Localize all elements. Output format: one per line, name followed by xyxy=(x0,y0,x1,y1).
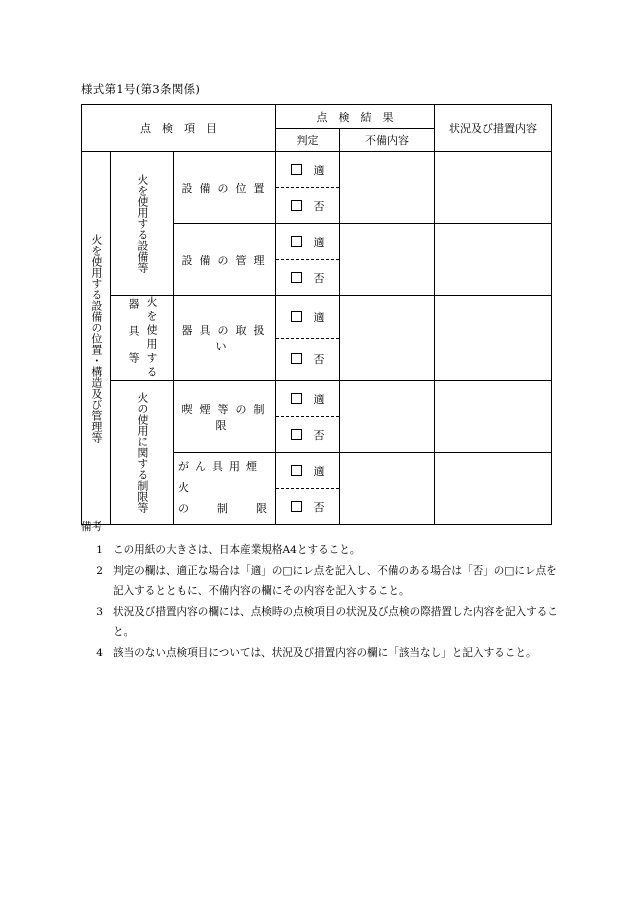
judgment-ok-cell[interactable]: 適 xyxy=(276,224,340,260)
judgment-ng-cell[interactable]: 否 xyxy=(276,260,340,296)
checkbox-icon[interactable] xyxy=(291,272,302,283)
defect-cell[interactable] xyxy=(340,296,435,381)
header-status: 状況及び措置内容 xyxy=(435,105,552,152)
judgment-ng-cell[interactable]: 否 xyxy=(276,188,340,224)
item-toy-fireworks-restriction: がん具用煙火 の 制 限 xyxy=(174,453,276,525)
remarks-section xyxy=(81,519,561,663)
judgment-ok-cell[interactable]: 適 xyxy=(276,296,340,339)
checkbox-icon[interactable] xyxy=(291,429,302,440)
judgment-ng-cell[interactable]: 否 xyxy=(276,338,340,381)
judgment-ok-cell[interactable]: 適 xyxy=(276,453,340,489)
checkbox-icon[interactable] xyxy=(291,465,302,476)
judgment-ng-cell[interactable]: 否 xyxy=(276,489,340,525)
remark-note: 3 状況及び措置内容の欄には、点検時の点検項目の状況及び点検の際措置した内容を記入すること。 xyxy=(96,605,558,638)
defect-cell[interactable] xyxy=(340,453,435,525)
category-equipment: 火を使用する設備等 xyxy=(111,152,174,296)
checkbox-icon[interactable] xyxy=(291,353,302,364)
checkbox-icon[interactable] xyxy=(291,164,302,175)
group-label: 火を使用する設備の位置・構造及び管理等 xyxy=(82,152,111,525)
defect-cell[interactable] xyxy=(340,152,435,224)
remark-note: 4 該当のない点検項目については、状況及び措置内容の欄に「該当なし」と記入すること。 xyxy=(96,646,537,659)
status-cell[interactable] xyxy=(435,381,552,453)
status-cell[interactable] xyxy=(435,224,552,296)
item-appliance-handling: 器具の取扱い xyxy=(174,296,276,381)
header-judgment: 判定 xyxy=(276,129,340,152)
header-result: 点 検 結 果 xyxy=(276,105,435,129)
status-cell[interactable] xyxy=(435,453,552,525)
checkbox-icon[interactable] xyxy=(291,236,302,247)
inspection-table xyxy=(81,104,552,525)
checkbox-icon[interactable] xyxy=(291,393,302,404)
judgment-ng-cell[interactable]: 否 xyxy=(276,417,340,453)
category-fire-use-restrictions: 火の使用に関する制限等 xyxy=(111,381,174,525)
judgment-ok-cell[interactable]: 適 xyxy=(276,152,340,188)
item-smoking-restriction: 喫煙等の制限 xyxy=(174,381,276,453)
item-equipment-management: 設備の管理 xyxy=(174,224,276,296)
form-title: 様式第1号(第3条関係) xyxy=(81,82,201,96)
header-items: 点 検 項 目 xyxy=(82,105,276,152)
header-defect: 不備内容 xyxy=(340,129,435,152)
checkbox-icon[interactable] xyxy=(291,501,302,512)
judgment-ok-cell[interactable]: 適 xyxy=(276,381,340,417)
remark-note: 2 判定の欄は、適正な場合は「適」の□にレ点を記入し、不備のある場合は「否」の□にレ点を記入するとともに、不備内容の欄にその内容を記入すること。 xyxy=(96,564,557,597)
remark-note: 1 この用紙の大きさは、日本産業規格A4とすること。 xyxy=(96,544,361,556)
status-cell[interactable] xyxy=(435,152,552,224)
defect-cell[interactable] xyxy=(340,224,435,296)
remarks-title: 備考 xyxy=(81,521,103,533)
category-appliances: 火を使用する 器具等 xyxy=(111,296,174,381)
defect-cell[interactable] xyxy=(340,381,435,453)
checkbox-icon[interactable] xyxy=(291,200,302,211)
status-cell[interactable] xyxy=(435,296,552,381)
item-equipment-position: 設備の位置 xyxy=(174,152,276,224)
checkbox-icon[interactable] xyxy=(291,311,302,322)
